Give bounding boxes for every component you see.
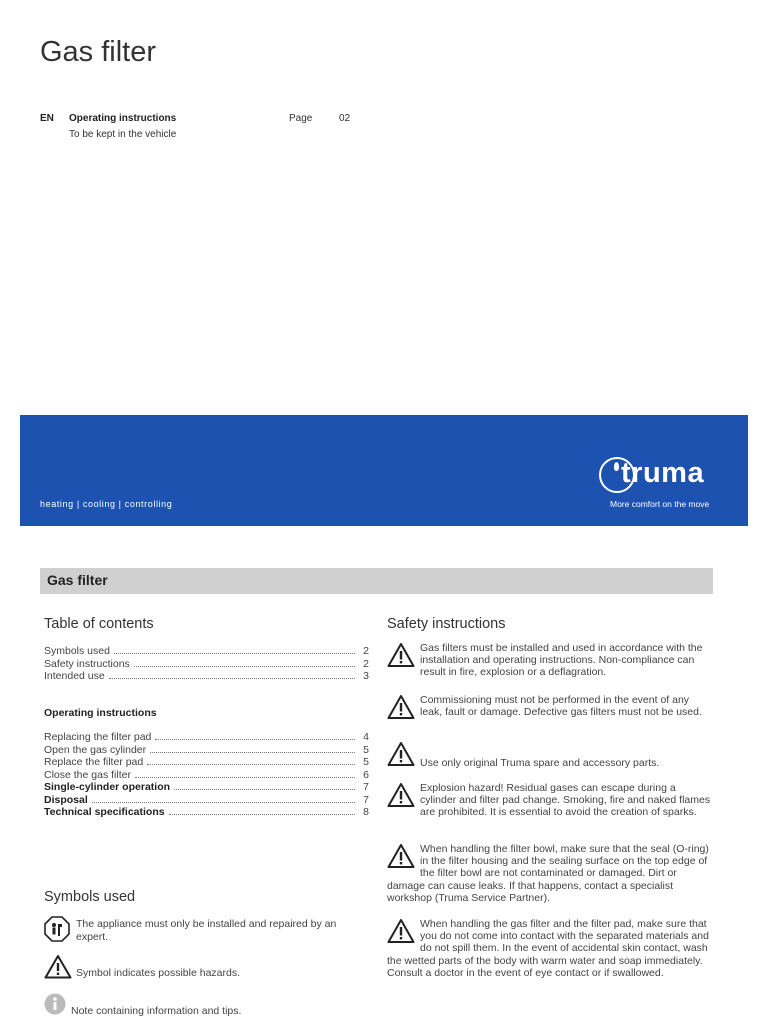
operating-instructions-heading: Operating instructions xyxy=(44,707,157,719)
toc-item-label: Close the gas filter xyxy=(44,768,131,781)
dot-leader xyxy=(134,666,355,667)
toc-heading: Table of contents xyxy=(44,616,154,632)
toc-item-label: Disposal xyxy=(44,793,88,806)
logo-text: truma xyxy=(621,457,705,489)
operating-instructions-label: Operating instructions xyxy=(69,113,177,124)
safety-item xyxy=(387,642,714,679)
page-label: Page xyxy=(289,113,313,124)
safety-text: Use only original Truma spare and accessory parts. xyxy=(420,757,660,769)
safety-text: Commissioning must not be performed in the event of any leak, fault or damage. Defective gas filters must not be used. xyxy=(420,694,702,719)
toc-item-page: 5 xyxy=(363,756,369,768)
keep-in-vehicle-note: To be kept in the vehicle xyxy=(69,129,177,140)
dot-leader xyxy=(150,752,355,753)
dot-leader xyxy=(147,764,355,765)
truma-logo xyxy=(599,455,734,497)
safety-text: Gas filters must be installed and used in accordance with the installation and operating instructions. Non-compliance can result in fire, explosion or a deflagration. xyxy=(420,642,703,679)
safety-item xyxy=(387,782,714,819)
warning-icon xyxy=(387,642,415,668)
warning-icon xyxy=(387,694,415,720)
language-code: EN xyxy=(40,113,54,124)
toc-item-label: Single-cylinder operation xyxy=(44,781,171,793)
toc-item-label: Technical specifications xyxy=(44,806,165,818)
toc-item[interactable] xyxy=(44,769,369,782)
toc-item-page: 4 xyxy=(363,731,369,743)
toc-item-page: 7 xyxy=(363,781,369,793)
toc-list xyxy=(44,645,369,683)
dot-leader xyxy=(135,777,355,778)
toc-item[interactable] xyxy=(44,658,369,671)
toc-item[interactable] xyxy=(44,731,369,744)
safety-item xyxy=(387,918,714,979)
expert-icon xyxy=(44,916,70,942)
toc-item-label: Open the gas cylinder xyxy=(44,743,147,756)
toc-item-label: Intended use xyxy=(44,670,105,682)
document-title: Gas filter xyxy=(40,36,157,68)
toc-item[interactable] xyxy=(44,645,369,658)
section-title: Gas filter xyxy=(47,572,108,588)
toc-item[interactable] xyxy=(44,670,369,683)
toc-item-label: Replacing the filter pad xyxy=(44,731,152,743)
toc-item[interactable] xyxy=(44,794,369,807)
toc-item-label: Replace the filter pad xyxy=(44,756,144,768)
warning-icon xyxy=(387,782,415,808)
safety-text: Explosion hazard! Residual gases can escape during a cylinder and filter pad change. Smoking, fire and naked flames are prohibited. It is essential to avoid the creation of sparks. xyxy=(420,782,711,819)
page-number: 02 xyxy=(339,113,351,124)
symbol-text: Note containing information and tips. xyxy=(71,1005,242,1017)
safety-item xyxy=(387,741,714,769)
warning-icon xyxy=(387,843,415,869)
toc-item-page: 7 xyxy=(363,793,369,806)
dot-leader xyxy=(174,789,355,790)
toc-item[interactable] xyxy=(44,806,369,819)
banner-slogan: More comfort on the move xyxy=(610,499,710,509)
dot-leader xyxy=(114,653,355,654)
dot-leader xyxy=(92,802,355,803)
toc-item[interactable] xyxy=(44,744,369,757)
toc-item-page: 6 xyxy=(363,768,369,781)
symbol-text: The appliance must only be installed and repaired by an expert. xyxy=(76,918,337,943)
operating-toc-list xyxy=(44,731,369,819)
banner-tagline: heating | cooling | controlling xyxy=(40,499,173,509)
toc-item-label: Symbols used xyxy=(44,645,110,657)
safety-text: When handling the filter bowl, make sure that the seal (O-ring) in the filter housing and the sealing surface on the top edge of the filter bowl are not contaminated or damaged. Dirt or damage can cause leaks. If that happens, contact a specialist workshop (Truma Service Partner). xyxy=(387,843,709,904)
warning-icon xyxy=(387,741,415,767)
toc-item-page: 2 xyxy=(363,657,369,670)
toc-item[interactable] xyxy=(44,781,369,794)
dot-leader xyxy=(155,739,355,740)
symbol-text: Symbol indicates possible hazards. xyxy=(76,967,241,979)
safety-item xyxy=(387,843,714,904)
safety-text: When handling the gas filter and the filter pad, make sure that you do not come into contact with the separated materials and do not spill them. In the event of accidental skin contact, wash the wetted parts of the body with warm water and soap immediately. Consult a doctor in the event of eye contact or if swallowed. xyxy=(387,918,709,979)
toc-item-label: Safety instructions xyxy=(44,657,130,670)
toc-item-page: 3 xyxy=(363,670,369,682)
brand-banner xyxy=(20,415,748,526)
toc-item[interactable] xyxy=(44,756,369,769)
dot-leader xyxy=(109,678,355,679)
toc-item-page: 8 xyxy=(363,806,369,818)
warning-icon xyxy=(44,954,72,979)
info-icon xyxy=(44,993,66,1015)
flame-icon xyxy=(614,462,619,471)
safety-item xyxy=(387,694,714,720)
section-header xyxy=(40,568,713,594)
symbols-heading: Symbols used xyxy=(44,889,136,905)
toc-item-page: 2 xyxy=(363,645,369,657)
safety-heading: Safety instructions xyxy=(387,616,506,632)
toc-item-page: 5 xyxy=(363,743,369,756)
dot-leader xyxy=(169,814,355,815)
warning-icon xyxy=(387,918,415,944)
